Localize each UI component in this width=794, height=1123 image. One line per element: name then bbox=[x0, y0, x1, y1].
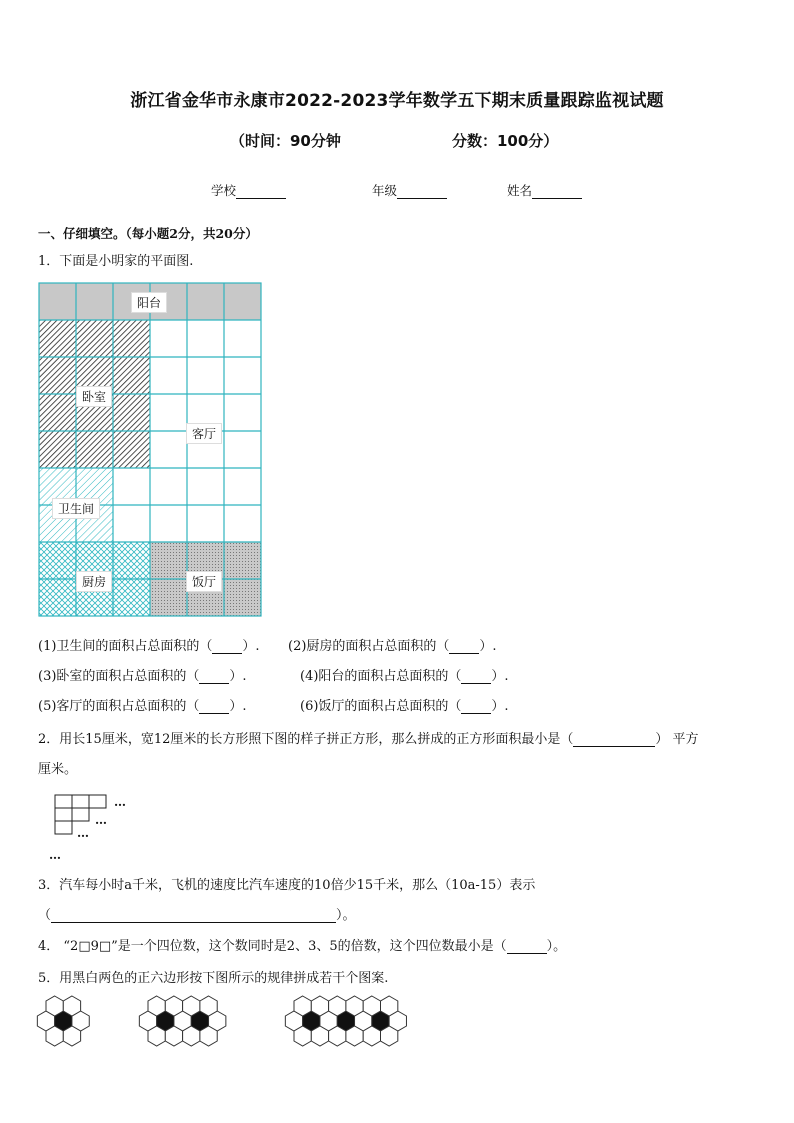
tiling-diagram bbox=[48, 793, 148, 865]
dining-room-label: 饭厅 bbox=[186, 571, 222, 592]
answer-blank[interactable] bbox=[199, 700, 229, 714]
answer-blank[interactable] bbox=[461, 700, 491, 714]
bedroom-label: 卧室 bbox=[76, 386, 112, 407]
dots-row-3: … bbox=[77, 826, 89, 840]
page-title: 浙江省金华市永康市2022-2023学年数学五下期末质量跟踪监视试题 bbox=[130, 91, 664, 111]
hexagon-patterns bbox=[36, 995, 416, 1051]
dots-row-2: … bbox=[95, 813, 107, 827]
pattern-2 bbox=[139, 996, 226, 1046]
pattern-1 bbox=[37, 996, 89, 1046]
q1-part-3: (3)卧室的面积占总面积的（ ）. bbox=[38, 669, 247, 684]
grade-label: 年级 bbox=[372, 183, 398, 198]
q1-part-5: (5)客厅的面积占总面积的（ ）. bbox=[38, 699, 247, 714]
bathroom-label: 卫生间 bbox=[52, 498, 100, 519]
school-field[interactable] bbox=[211, 181, 286, 199]
dots-row-4: … bbox=[49, 848, 61, 862]
pattern-3 bbox=[285, 996, 406, 1046]
q3-line-2: （ ）。 bbox=[38, 908, 356, 923]
exam-score: 分数：100分） bbox=[452, 132, 559, 150]
answer-blank[interactable] bbox=[199, 670, 229, 684]
answer-blank[interactable] bbox=[212, 640, 242, 654]
kitchen-label: 厨房 bbox=[76, 571, 112, 592]
q3-line-1: 3．汽车每小时a千米，飞机的速度比汽车速度的10倍少15千米，那么（10a-15）表示 bbox=[38, 878, 536, 893]
answer-blank[interactable] bbox=[461, 670, 491, 684]
grade-blank[interactable] bbox=[397, 184, 447, 199]
answer-blank[interactable] bbox=[449, 640, 479, 654]
name-blank[interactable] bbox=[532, 184, 582, 199]
answer-blank[interactable] bbox=[507, 940, 547, 954]
q1-part-6: (6)饭厅的面积占总面积的（ ）. bbox=[300, 699, 509, 714]
q1-part-4: (4)阳台的面积占总面积的（ ）. bbox=[300, 669, 509, 684]
q1-prompt: 1．下面是小明家的平面图. bbox=[38, 254, 194, 269]
school-label: 学校 bbox=[211, 183, 237, 198]
floor-plan bbox=[38, 282, 264, 619]
dots-row-1: … bbox=[114, 795, 126, 809]
q2-line-2: 厘米。 bbox=[38, 762, 78, 777]
living-room-label: 客厅 bbox=[186, 423, 222, 444]
balcony-label: 阳台 bbox=[131, 292, 167, 313]
exam-time: （时间：90分钟 bbox=[230, 132, 341, 150]
name-field[interactable] bbox=[507, 181, 582, 199]
grade-field[interactable] bbox=[372, 181, 447, 199]
school-blank[interactable] bbox=[236, 184, 286, 199]
answer-blank[interactable] bbox=[573, 733, 655, 747]
section-heading: 一、仔细填空。（每小题2分，共20分） bbox=[38, 226, 258, 241]
q1-part-1: (1)卫生间的面积占总面积的（ ）. bbox=[38, 639, 260, 654]
q4-line: 4． “2□9□”是一个四位数，这个数同时是2、3、5的倍数，这个四位数最小是（ ）。 bbox=[38, 939, 567, 954]
q1-part-2: (2)厨房的面积占总面积的（ ）. bbox=[288, 639, 497, 654]
answer-blank[interactable] bbox=[51, 909, 336, 923]
q2-line-1: 2．用长15厘米，宽12厘米的长方形照下图的样子拼正方形，那么拼成的正方形面积最小是（ ） 平方 bbox=[38, 732, 699, 747]
q5-line: 5．用黑白两色的正六边形按下图所示的规律拼成若干个图案. bbox=[38, 971, 389, 986]
name-label: 姓名 bbox=[507, 183, 533, 198]
